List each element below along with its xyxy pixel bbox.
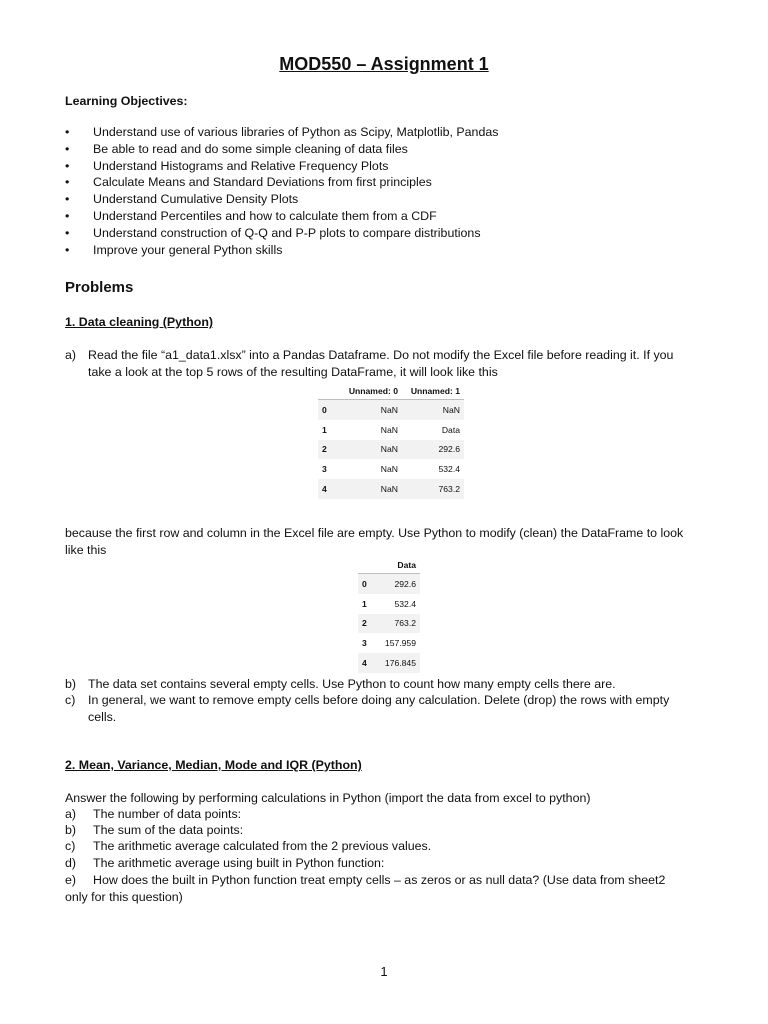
- table-row: 2 NaN 292.6: [318, 440, 464, 460]
- section2-heading: 2. Mean, Variance, Median, Mode and IQR (Python): [65, 758, 362, 772]
- bullet-icon: •: [65, 175, 70, 190]
- question-label: b): [65, 823, 77, 837]
- question-text-continued: only for this question): [65, 889, 183, 904]
- assignment-title: MOD550 – Assignment 1: [279, 54, 489, 74]
- question-text: In general, we want to remove empty cells before doing any calculation. Delete (drop) the rows with empty cells.: [88, 693, 670, 724]
- question-text: The sum of the data points:: [93, 823, 244, 837]
- objective-item: • Improve your general Python skills: [65, 242, 283, 257]
- bullet-icon: •: [65, 141, 70, 156]
- page-number: 1: [380, 964, 388, 979]
- objective-item: • Understand Cumulative Density Plots: [65, 192, 299, 207]
- between-paragraph: because the first row and column in the Excel file are empty. Use Python to modify (clean) the DataFrame to look like this: [65, 526, 684, 557]
- table-row: 0 NaN NaN: [318, 400, 464, 420]
- bullet-icon: •: [65, 208, 70, 223]
- dataframe-clean-table: [358, 557, 420, 673]
- objective-item: • Be able to read and do some simple cleaning of data files: [65, 141, 408, 156]
- question-label: c): [65, 839, 76, 853]
- objective-item: • Understand Histograms and Relative Frequency Plots: [65, 158, 389, 173]
- bullet-icon: •: [65, 125, 70, 139]
- question-text: How does the built in Python function treat empty cells – as zeros or as null data? (Use data from sheet2: [93, 873, 666, 887]
- question-label: a): [65, 348, 77, 362]
- problems-heading: Problems: [65, 279, 134, 296]
- table-row: 3 NaN 532.4: [318, 459, 464, 479]
- question-label: c): [65, 693, 76, 707]
- table-row: 3 157.959: [358, 633, 420, 653]
- question-text: The arithmetic average using built in Python function:: [93, 856, 385, 870]
- table-header-data: Data: [397, 560, 416, 570]
- question-1c: [65, 692, 745, 726]
- question-label: d): [65, 856, 77, 870]
- dataframe-raw-table: [318, 383, 464, 499]
- table-header-index: [358, 557, 374, 574]
- table-row: 4 NaN 763.2: [318, 479, 464, 499]
- question-text: The number of data points:: [93, 807, 242, 821]
- objective-item: • Understand construction of Q-Q and P-P plots to compare distributions: [65, 225, 481, 240]
- question-label: b): [65, 677, 77, 691]
- question-2d: [65, 855, 745, 872]
- table-row: 1 NaN Data: [318, 420, 464, 440]
- table-header-unnamed-1: Unnamed: 1: [410, 386, 460, 396]
- table-header-index: [318, 383, 340, 400]
- objective-item: • Understand Percentiles and how to calculate them from a CDF: [65, 208, 437, 223]
- question-2e: [65, 872, 745, 906]
- question-2c: [65, 838, 745, 855]
- table-row: 0 292.6: [358, 574, 420, 594]
- objective-item: • Understand use of various libraries of Python as Scipy, Matplotlib, Pandas: [65, 125, 499, 139]
- objective-item: • Calculate Means and Standard Deviations from first principles: [65, 175, 432, 190]
- section2-intro: Answer the following by performing calculations in Python (import the data from excel to python): [65, 791, 591, 805]
- bullet-icon: •: [65, 158, 70, 173]
- question-label: e): [65, 873, 77, 887]
- bullet-icon: •: [65, 192, 70, 207]
- question-text: The arithmetic average calculated from the 2 previous values.: [93, 839, 432, 853]
- table-row: 1 532.4: [358, 594, 420, 614]
- question-1b: [65, 676, 745, 693]
- question-text: The data set contains several empty cells. Use Python to count how many empty cells there are.: [88, 677, 616, 691]
- question-2b: [65, 822, 745, 839]
- section1-heading: 1. Data cleaning (Python): [65, 315, 214, 329]
- question-label: a): [65, 807, 77, 821]
- learning-objectives-list: [65, 124, 745, 258]
- bullet-icon: •: [65, 225, 70, 240]
- table-row: 2 763.2: [358, 614, 420, 634]
- question-2a: [65, 806, 745, 823]
- question-1a: [65, 347, 745, 381]
- bullet-icon: •: [65, 242, 70, 257]
- table-header-unnamed-0: Unnamed: 0: [348, 386, 398, 396]
- question-text: Read the file “a1_data1.xlsx” into a Pandas Dataframe. Do not modify the Excel file before reading it. If you take a look at the top 5 rows of the resulting DataFrame, it will look like this: [88, 348, 674, 379]
- table-row: 4 176.845: [358, 653, 420, 673]
- learning-objectives-heading: Learning Objectives:: [65, 94, 188, 108]
